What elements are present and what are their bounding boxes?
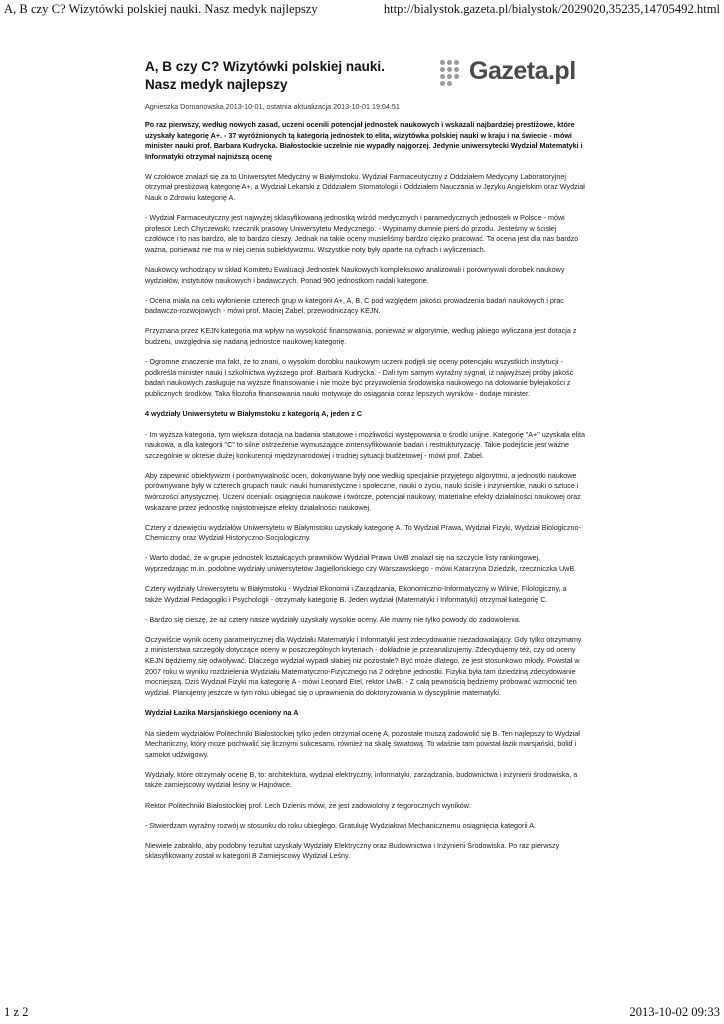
- paragraph: - Ocena miała na celu wyłonienie czterech grup w kategorii A+, A, B, C pod względem jakości prowadzenia badań naukowych i prac badawczo-rozwojowych - mówi prof. Maciej Zabel, przewodniczący KEJN.: [145, 295, 564, 316]
- paragraph: Oczywiście wynik oceny parametrycznej dla Wydziału Matematyki i Informatyki jest zdecydowanie niezadowalający. Gdy tylko otrzymamy z ministerstwa szczegóły dotyczące oceny w poszczególnych kryteriach - dokładnie je przeanalizujemy. Zdecydujemy też, czy od oceny KEJN będziemy się odwoływać. Dlaczego wydział wypadł słabiej niż pozostałe? Być może dlatego, że jest stosunkowo młody. Powstał w 2007 roku w wyniku rozdzielenia Wydziału Matematyczno-Fizycznego na 2 odrębne jednostki. Fizyka była tam dziedziną zdecydowanie mocniejszą. Dziś Wydział Fizyki ma kategorię A - mówi Leonard Etel, rektor UwB. - Z całą pewnością będziemy próbować wzmocnić ten wydział. Planujemy jeszcze w tym roku ubiegać się o uprawnienia do doktoryzowania w dyscyplinie matematyki.: [145, 634, 582, 697]
- paragraph: Niewiele zabrakło, aby podobny rezultat uzyskały Wydziały Elektryczny oraz Budownictwa i Inżynierii Środowiska. Po raz pierwszy sklasyfikowany został w kategorii B Zamiejscowy Wydział Leśny.: [145, 840, 560, 861]
- paragraph: Naukowcy wchodzący w skład Komitetu Ewaluacji Jednostek Naukowych kompleksowo analizowali i porównywali dorobek naukowy wydziałów, instytutów naukowych i badawczych. Ponad 960 jednostkom nadali kategorie.: [145, 265, 565, 285]
- paragraph: - Wydział Farmaceutyczny jest najwyżej sklasyfikowaną jednostką wśród medycznych i paramedycznych jednostek w Polsce - mówi profesor Lech Chyczewski, rzecznik prasowy Uniwersytetu Medycznego. - Wypinamy dumnie pierś do przodu. Jesteśmy w ścisłej czołówce i to nas bardzo, ale to bardzo cieszy. Jednak na takie oceny musieliśmy bardzo ciężko pracować. Ta ocena jest dla nas bardzo ważna, ponieważ nie ma w niej cienia subiektywizmu. Wszystkie noty były oparte na cyfrach i wyliczeniach.: [145, 213, 579, 254]
- article-title: A, B czy C? Wizytówki polskiej nauki. Nasz medyk najlepszy: [145, 59, 385, 92]
- logo-dots-icon: [440, 60, 466, 86]
- print-datetime: 2013-10-02 09:33: [629, 1005, 720, 1019]
- paragraph: Przyznana przez KEJN kategoria ma wpływ na wysokość finansowania, ponieważ w algorytmie, według jakiego wyliczana jest dotacja z budżetu, uwzględnia się nadaną jednostce naukowej kategorię.: [145, 326, 577, 346]
- article: [145, 58, 585, 862]
- paragraph: Cztery wydziały Uniwersytetu w Białymstoku - Wydział Ekonomii i Zarządzania, Ekonomiczno-Informatyczny w Wilnie, Filologiczny, a także Wydział Pedagogiki i Psychologii - otrzymały kategorię B. Jeden wydział (Matematyki i Informatyki) otrzymał kategorię C.: [145, 584, 567, 604]
- article-lead: Po raz pierwszy, według nowych zasad, uczeni ocenili potencjał jednostek naukowych i wskazali najbardziej prestiżowe, które uzyskały kategorię A+. - 37 wyróżnionych tą kategorią jednostek to elita, wizytówka polskiej nauki w kraju i na świecie - mówi minister nauki prof. Barbara Kudrycka. Białostockie uczelnie nie wypadły najgorzej. Jedynie uniwersytecki Wydział Matematyki i Informatyki otrzymał najniższą ocenę: [145, 120, 583, 161]
- paragraph: Cztery z dziewięciu wydziałów Uniwersytetu w Białymstoku uzyskały kategorię A. To Wydział Prawa, Wydział Fizyki, Wydział Biologiczno-Chemiczny oraz Wydział Historyczno-Socjologiczny.: [145, 522, 581, 543]
- section-heading: 4 wydziały Uniwersytetu w Białymstoku z kategorią A, jeden z C: [145, 409, 363, 419]
- paragraph: Rektor Politechniki Białostockiej prof. Lech Dzienis mówi, że jest zadowolony z tegorocznych wyników:: [145, 800, 471, 810]
- paragraph: Wydziały, które otrzymały ocenę B, to: architektura, wydział elektryczny, informatyki, zarządzania, budownictwa i inżynierii środowiska, a także zamiejscowy wydział leśny w Hajnówce.: [145, 769, 578, 790]
- print-header: [0, 0, 724, 20]
- paragraph: - Bardzo się cieszę, że aż cztery nasze wydziały uzyskały wysokie oceny. Ale mamy nie tylko powody do zadowolenia.: [145, 614, 521, 624]
- print-footer: [0, 1004, 724, 1024]
- paragraph: - Im wyższa kategoria, tym większa dotacja na badania statutowe i możliwości występowania o środki unijne. Kategorię "A+" uzyskała elita naukowa, a dla kategorii "C" to silne ostrzeżenie wymuszające zintensyfikowanie badań i restrukturyzację. Takie podejście jest ważne szczególnie w okresie dużej konkurencji międzynarodowej i trudnej sytuacji budżetowej - mówi prof. Zabel.: [145, 429, 585, 460]
- print-header-url: http://bialystok.gazeta.pl/bialystok/2029020,35235,14705492.html: [383, 2, 720, 16]
- logo-text: Gazeta.pl: [469, 57, 576, 85]
- paragraph: W czołówce znalazł się za to Uniwersytet Medyczny w Białymstoku. Wydział Farmaceutyczny z Oddziałem Medycyny Laboratoryjnej otrzymał prestiżową kategorię A+, a Wydział Lekarski z Oddziałem Stomatologii i Oddziałem Nauczania w Języku Angielskim oraz Wydział Nauk o Zdrowiu kategorię A.: [145, 171, 585, 203]
- paragraph: - Warto dodać, że w grupie jednostek kształcących prawników Wydział Prawa UwB znalazł się na szczycie listy rankingowej, wyprzedzając m.in. podobne wydziały uniwersytetów Jagiellońskiego czy Warszawskiego - mówi Katarzyna Dziedzik, rzeczniczka UwB.: [145, 553, 577, 573]
- section-heading: Wydział Łazika Marsjańskiego oceniony na A: [145, 708, 299, 718]
- paragraph: Na siedem wydziałów Politechniki Białostockiej tylko jeden otrzymał ocenę A, pozostałe muszą zadowolić się B. Ten najlepszy to Wydział Mechaniczny, który może pochwalić się licznymi sukcesami, również na skalę światową. To właśnie tam powstał łazik marsjański, bolid i samolot udźwigowy.: [145, 728, 580, 759]
- article-byline: Agnieszka Domanowska 2013-10-01, ostatnia aktualizacja 2013-10-01 19:04:51: [145, 102, 400, 111]
- print-header-title: A, B czy C? Wizytówki polskiej nauki. Nasz medyk najlepszy: [4, 2, 318, 16]
- paragraph: Aby zapewnić obiektywizm i porównywalność ocen, dokonywane były one według specjalnie przyjętego algorytmu, a jednostki naukowe porównywane były w czterech grupach nauk: nauki humanistyczne i społeczne, nauki o życiu, nauki ścisłe i inżynierskie, nauki o sztuce i twórczości artystycznej. Uczeni oceniali: osiągnięcia naukowe i twórcze, potencjał naukowy, materialne efekty działalności naukowej oraz wskazane przez jednostkę najistotniejsze efekty działalności naukowej.: [145, 470, 581, 512]
- paragraph: - Stwierdzam wyraźny rozwój w stosunku do roku ubiegłego. Gratuluję Wydziałowi Mechanicznemu osiągnięcia kategorii A.: [145, 820, 537, 830]
- page-counter: 1 z 2: [4, 1005, 29, 1019]
- paragraph: - Ogromne znaczenie ma fakt, że to znani, o wysokim dorobku naukowym uczeni podjęli się oceny potencjału wszystkich instytucji - podkreśla minister nauki i szkolnictwa wyższego prof. Barbara Kudrycka. - Dali tym samym wyraźny sygnał, iż najwyższej próby jakość badań naukowych zasługuje na wyższe finansowanie i nie może być przyzwolenia środowiska naukowego na dotowanie byłejakości z publicznych środków. Taka filozofia finansowania nauki motywuje do osiągania coraz lepszych wyników - dodaje minister.: [145, 357, 574, 398]
- gazeta-logo: [440, 58, 590, 88]
